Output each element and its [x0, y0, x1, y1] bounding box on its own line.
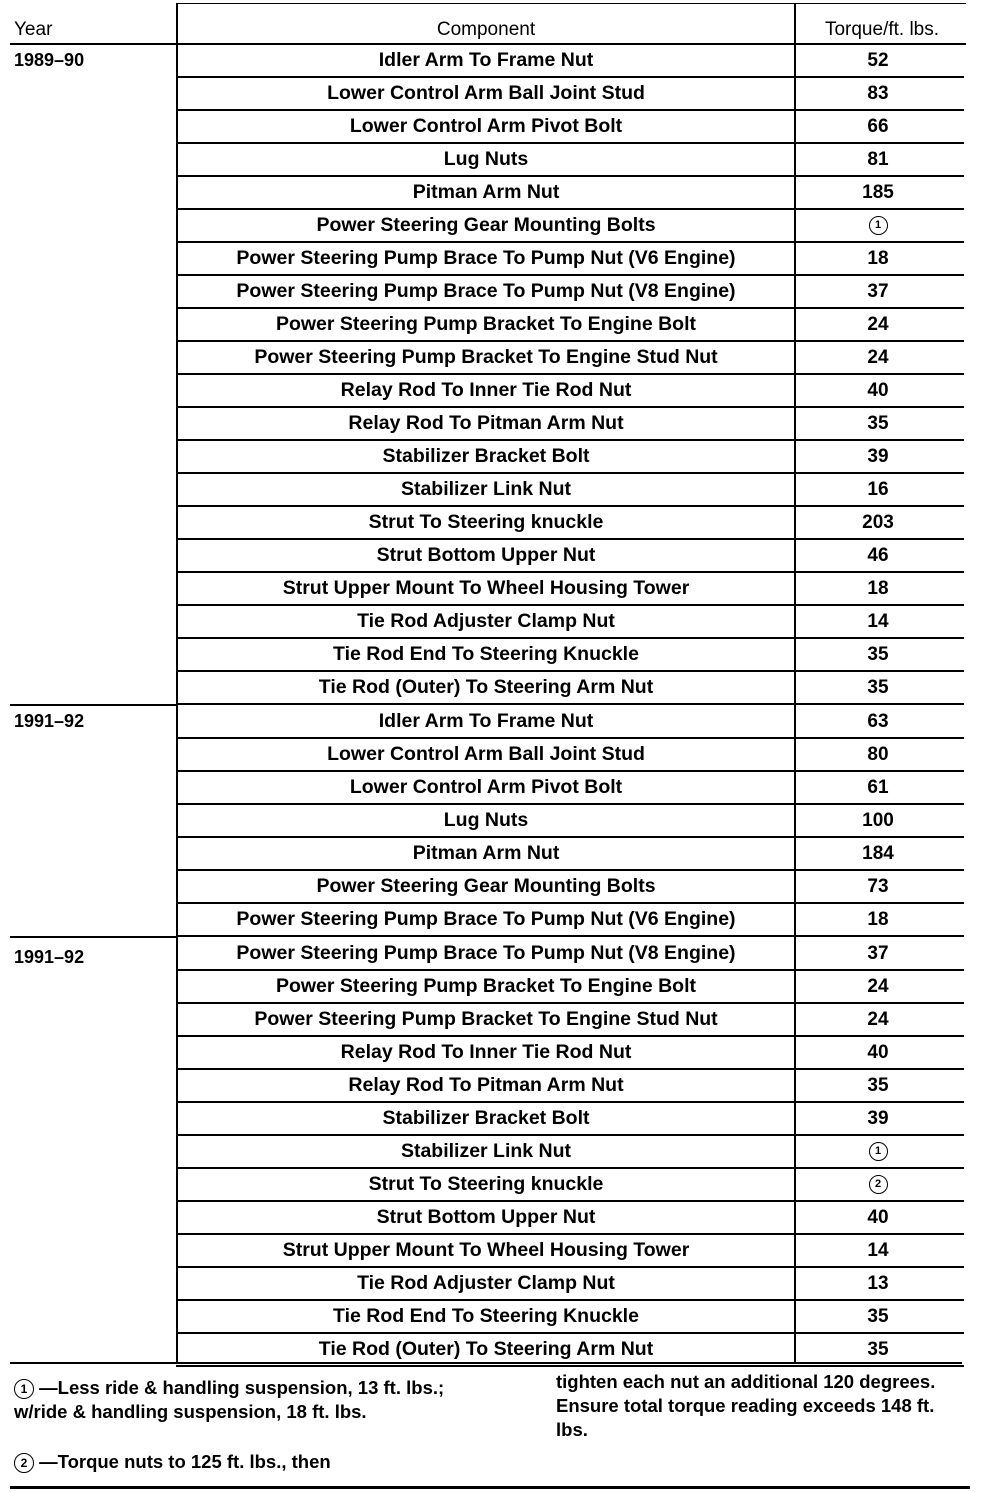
component-cell: Power Steering Pump Bracket To Engine Bolt	[275, 975, 697, 997]
footnote-ref-icon: 1	[869, 1142, 888, 1161]
table-row	[0, 242, 992, 275]
table-row	[0, 176, 992, 209]
component-cell: Strut Upper Mount To Wheel Housing Tower	[282, 577, 690, 599]
table-row	[0, 110, 992, 143]
torque-cell: 40	[867, 380, 889, 401]
component-cell: Lug Nuts	[443, 809, 529, 831]
component-cell: Idler Arm To Frame Nut	[378, 49, 594, 71]
torque-cell	[798, 209, 958, 242]
table-row	[0, 837, 992, 870]
table-row	[0, 605, 992, 638]
table-row	[0, 374, 992, 407]
table-row	[0, 143, 992, 176]
component-cell: Lug Nuts	[443, 148, 529, 170]
table-row	[0, 870, 992, 903]
component-cell: Power Steering Pump Bracket To Engine Bolt	[275, 313, 697, 335]
torque-cell: 80	[867, 744, 889, 765]
component-cell: Tie Rod Adjuster Clamp Nut	[357, 610, 615, 632]
component-cell: Strut To Steering knuckle	[368, 511, 604, 533]
table-row	[0, 440, 992, 473]
table-row	[0, 771, 992, 804]
table-row	[0, 804, 992, 837]
torque-cell: 24	[867, 314, 889, 335]
table-row	[0, 1201, 992, 1234]
table-row	[0, 1267, 992, 1300]
footnote-1-marker: 1	[14, 1379, 34, 1399]
torque-cell: 35	[867, 1075, 889, 1096]
table-row	[0, 1102, 992, 1135]
footnote-ref-icon: 1	[869, 216, 888, 235]
top-rule	[178, 3, 966, 4]
component-cell: Lower Control Arm Pivot Bolt	[349, 776, 623, 798]
component-cell: Relay Rod To Inner Tie Rod Nut	[340, 379, 632, 401]
footnote-1-text: —Less ride & handling suspension, 13 ft. lbs.; w/ride & handling suspension, 18 ft. lbs.	[14, 1377, 445, 1422]
table-row	[0, 903, 992, 936]
header-year: Year	[14, 19, 53, 40]
table-row	[0, 44, 992, 77]
torque-cell: 13	[867, 1273, 889, 1294]
torque-cell: 185	[862, 182, 894, 203]
torque-cell: 63	[867, 711, 889, 732]
torque-cell: 16	[867, 479, 889, 500]
torque-cell: 203	[862, 512, 894, 533]
row-rule	[176, 1365, 964, 1367]
torque-cell: 40	[867, 1042, 889, 1063]
year-label: 1991–92	[14, 711, 85, 731]
table-row	[0, 77, 992, 110]
table-row	[0, 308, 992, 341]
table-row	[0, 671, 992, 704]
torque-cell	[798, 1135, 958, 1168]
component-cell: Strut Upper Mount To Wheel Housing Tower	[282, 1239, 690, 1261]
component-cell: Relay Rod To Pitman Arm Nut	[348, 1074, 624, 1096]
table-row	[0, 209, 992, 242]
component-cell: Power Steering Pump Bracket To Engine Stud Nut	[254, 346, 718, 368]
table-row	[0, 506, 992, 539]
component-cell: Lower Control Arm Pivot Bolt	[349, 115, 623, 137]
component-cell: Tie Rod (Outer) To Steering Arm Nut	[318, 1338, 654, 1360]
table-row	[0, 738, 992, 771]
torque-cell: 18	[867, 578, 889, 599]
footnote-2-continued: tighten each nut an additional 120 degrees. Ensure total torque reading exceeds 148 ft. lbs.	[556, 1371, 936, 1440]
torque-cell: 100	[862, 810, 894, 831]
component-cell: Tie Rod (Outer) To Steering Arm Nut	[318, 676, 654, 698]
component-cell: Strut Bottom Upper Nut	[376, 1206, 596, 1228]
component-cell: Strut Bottom Upper Nut	[376, 544, 596, 566]
section-rule	[10, 936, 176, 938]
section-rule	[10, 704, 176, 706]
component-cell: Stabilizer Link Nut	[400, 478, 572, 500]
torque-cell: 35	[867, 1339, 889, 1360]
page-bottom-rule	[10, 1486, 970, 1489]
year-label: 1991–92	[14, 947, 85, 967]
torque-cell: 73	[867, 876, 889, 897]
torque-cell: 39	[867, 1108, 889, 1129]
torque-cell: 24	[867, 1009, 889, 1030]
component-cell: Power Steering Pump Brace To Pump Nut (V6 Engine)	[236, 247, 736, 269]
component-cell: Power Steering Pump Brace To Pump Nut (V8 Engine)	[236, 280, 736, 302]
component-cell: Idler Arm To Frame Nut	[378, 710, 594, 732]
table-row	[0, 937, 992, 970]
torque-cell: 14	[867, 611, 889, 632]
torque-cell: 83	[867, 83, 889, 104]
table-row	[0, 1003, 992, 1036]
table-row	[0, 1135, 992, 1168]
component-cell: Tie Rod End To Steering Knuckle	[333, 1305, 639, 1327]
footnote-2-text: —Torque nuts to 125 ft. lbs., then	[39, 1451, 331, 1472]
component-cell: Relay Rod To Inner Tie Rod Nut	[340, 1041, 632, 1063]
component-cell: Tie Rod Adjuster Clamp Nut	[357, 1272, 615, 1294]
torque-cell: 52	[867, 50, 889, 71]
component-cell: Strut To Steering knuckle	[368, 1173, 604, 1195]
torque-cell: 61	[867, 777, 889, 798]
torque-cell: 18	[867, 909, 889, 930]
table-row	[0, 341, 992, 374]
torque-cell: 35	[867, 677, 889, 698]
year-column-divider	[176, 3, 178, 1363]
table-row	[0, 1300, 992, 1333]
component-cell: Pitman Arm Nut	[412, 842, 560, 864]
torque-cell: 24	[867, 347, 889, 368]
header-torque: Torque/ft. lbs.	[824, 19, 940, 40]
component-cell: Tie Rod End To Steering Knuckle	[333, 643, 639, 665]
component-cell: Lower Control Arm Ball Joint Stud	[327, 743, 645, 765]
year-label: 1989–90	[14, 50, 85, 70]
torque-cell: 35	[867, 413, 889, 434]
torque-cell: 184	[862, 843, 894, 864]
table-row	[0, 1069, 992, 1102]
component-cell: Power Steering Gear Mounting Bolts	[316, 875, 656, 897]
component-cell: Stabilizer Bracket Bolt	[382, 445, 590, 467]
table-row	[0, 539, 992, 572]
footnote-ref-icon: 2	[869, 1175, 888, 1194]
footnote-1	[14, 1376, 484, 1424]
torque-cell: 37	[867, 281, 889, 302]
table-row	[0, 1168, 992, 1201]
component-cell: Power Steering Gear Mounting Bolts	[316, 214, 656, 236]
table-bottom-rule	[10, 1362, 962, 1364]
torque-cell: 18	[867, 248, 889, 269]
torque-cell: 24	[867, 976, 889, 997]
table-row	[0, 572, 992, 605]
torque-cell: 35	[867, 1306, 889, 1327]
component-cell: Relay Rod To Pitman Arm Nut	[348, 412, 624, 434]
table-row	[0, 638, 992, 671]
torque-cell: 35	[867, 644, 889, 665]
torque-cell: 40	[867, 1207, 889, 1228]
footnote-2-marker: 2	[14, 1453, 34, 1473]
torque-cell: 14	[867, 1240, 889, 1261]
component-cell: Stabilizer Bracket Bolt	[382, 1107, 590, 1129]
torque-cell: 81	[867, 149, 889, 170]
component-cell: Lower Control Arm Ball Joint Stud	[327, 82, 645, 104]
header-component: Component	[436, 19, 536, 40]
table-row	[0, 970, 992, 1003]
table-row	[0, 705, 992, 738]
component-cell: Power Steering Pump Brace To Pump Nut (V8 Engine)	[236, 942, 736, 964]
footnote-2	[14, 1450, 484, 1474]
component-cell: Power Steering Pump Brace To Pump Nut (V6 Engine)	[236, 908, 736, 930]
table-row	[0, 1036, 992, 1069]
torque-cell: 37	[867, 943, 889, 964]
table-row	[0, 407, 992, 440]
torque-cell: 46	[867, 545, 889, 566]
torque-column-divider	[794, 3, 796, 1363]
table-row	[0, 275, 992, 308]
torque-cell	[798, 1168, 958, 1201]
torque-cell: 66	[867, 116, 889, 137]
component-cell: Pitman Arm Nut	[412, 181, 560, 203]
table-row	[0, 1234, 992, 1267]
table-row	[0, 473, 992, 506]
component-cell: Stabilizer Link Nut	[400, 1140, 572, 1162]
torque-cell: 39	[867, 446, 889, 467]
component-cell: Power Steering Pump Bracket To Engine Stud Nut	[254, 1008, 718, 1030]
